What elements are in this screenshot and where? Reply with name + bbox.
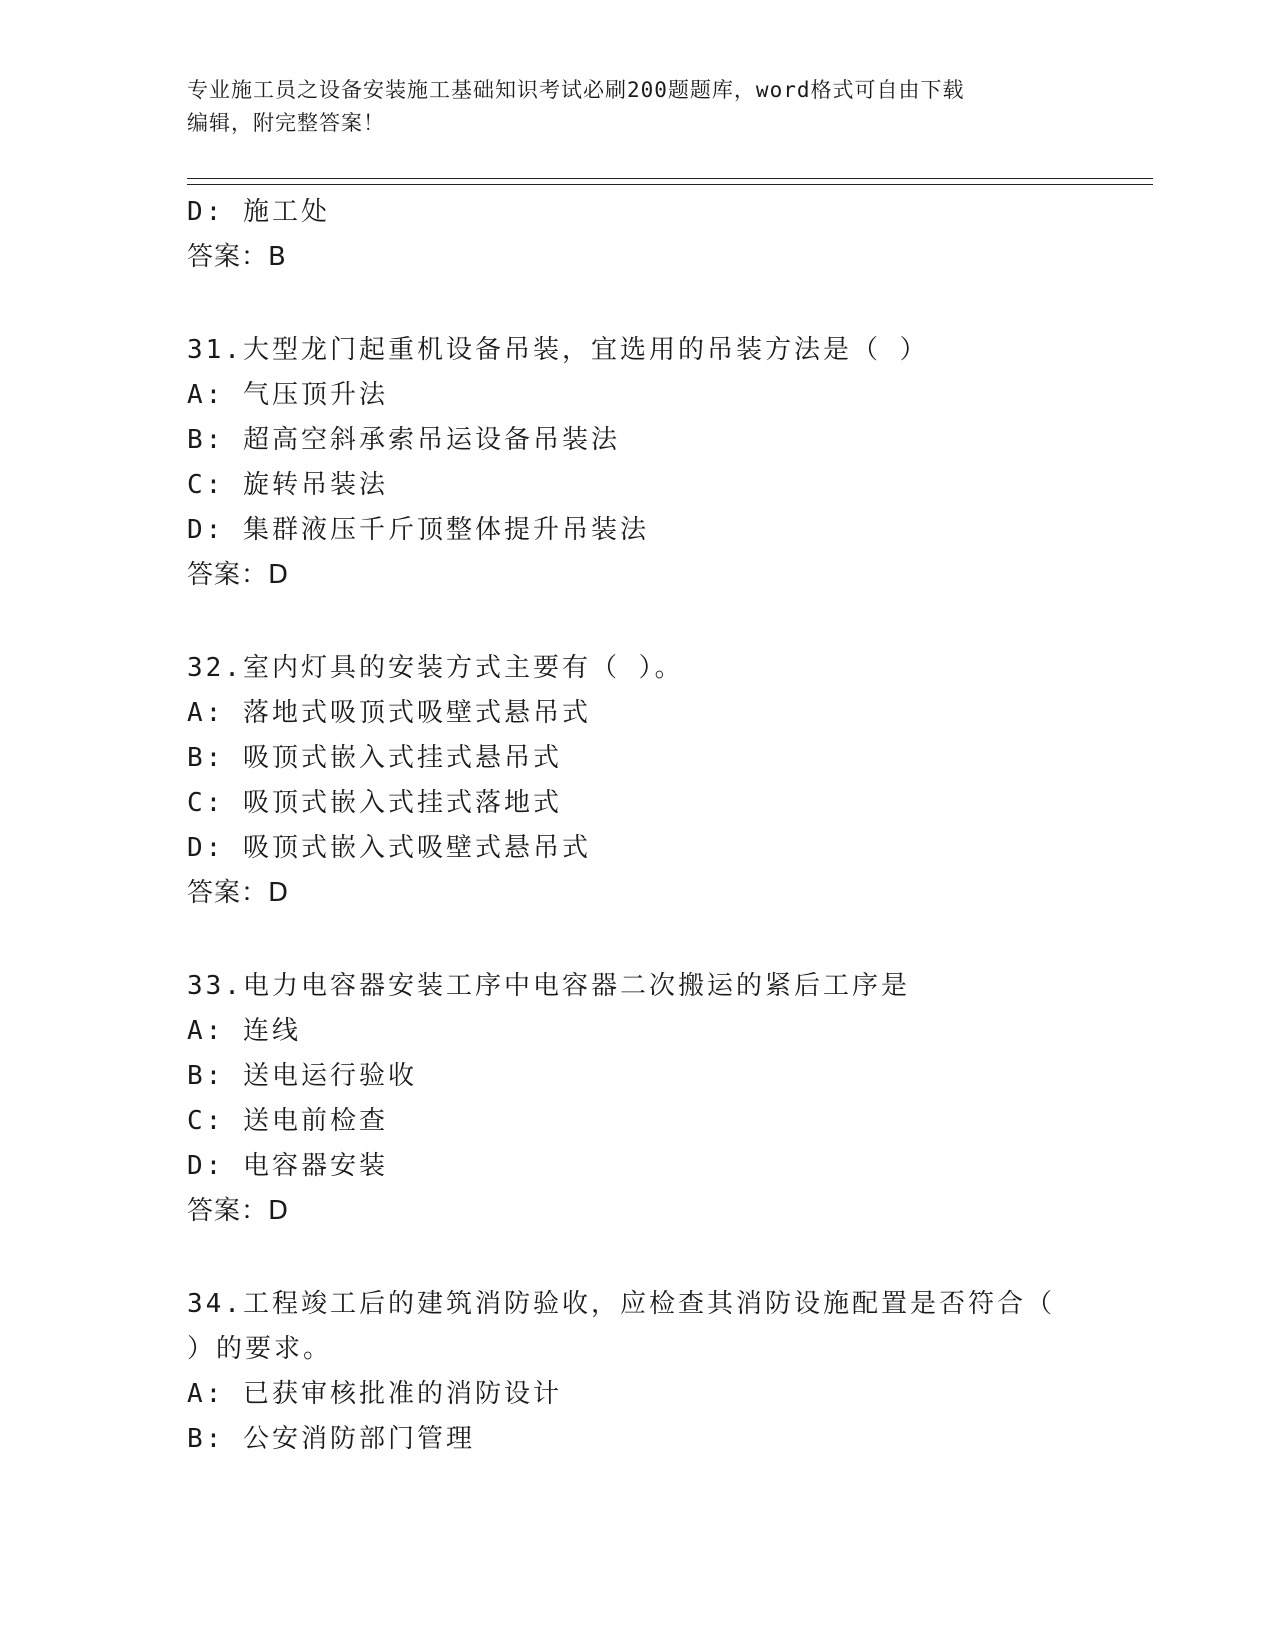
question-content <box>187 190 1077 1462</box>
document-header <box>187 74 1067 140</box>
question-31-option-b: B: 超高空斜承索吊运设备吊装法 <box>187 425 620 455</box>
prev-answer: 答案：B <box>187 242 287 272</box>
question-31-option-c: C: 旋转吊装法 <box>187 470 388 500</box>
question-33-option-c: C: 送电前检查 <box>187 1106 388 1136</box>
question-34-option-a: A: 已获审核批准的消防设计 <box>187 1379 562 1409</box>
question-33-answer: 答案：D <box>187 1196 290 1226</box>
spacer <box>187 1234 1077 1282</box>
question-32-option-d: D: 吸顶式嵌入式吸壁式悬吊式 <box>187 833 591 863</box>
question-32-title: 32.室内灯具的安装方式主要有（ ）。 <box>187 653 684 683</box>
prev-option-d: D: 施工处 <box>187 197 330 227</box>
question-31-option-d: D: 集群液压千斤顶整体提升吊装法 <box>187 515 649 545</box>
question-31-title: 31.大型龙门起重机设备吊装，宜选用的吊装方法是（ ） <box>187 335 929 365</box>
question-34-title-line-1: 34.工程竣工后的建筑消防验收，应检查其消防设施配置是否符合（ <box>187 1289 1055 1319</box>
question-31-option-a: A: 气压顶升法 <box>187 380 388 410</box>
header-rule-bottom <box>187 184 1153 185</box>
question-34-title-line-2: ）的要求。 <box>187 1334 333 1364</box>
header-rule-top <box>187 178 1153 179</box>
question-32-option-b: B: 吸顶式嵌入式挂式悬吊式 <box>187 743 562 773</box>
question-33-title: 33.电力电容器安装工序中电容器二次搬运的紧后工序是 <box>187 971 910 1001</box>
spacer <box>187 280 1077 328</box>
question-32-answer: 答案：D <box>187 878 290 908</box>
spacer <box>187 916 1077 964</box>
question-33-option-d: D: 电容器安装 <box>187 1151 388 1181</box>
question-32-option-c: C: 吸顶式嵌入式挂式落地式 <box>187 788 562 818</box>
question-31-answer: 答案：D <box>187 560 290 590</box>
question-32-option-a: A: 落地式吸顶式吸壁式悬吊式 <box>187 698 591 728</box>
question-33-option-a: A: 连线 <box>187 1016 301 1046</box>
question-33-option-b: B: 送电运行验收 <box>187 1061 417 1091</box>
question-34-option-b: B: 公安消防部门管理 <box>187 1424 475 1454</box>
header-line-1: 专业施工员之设备安装施工基础知识考试必刷200题题库，word格式可自由下载 <box>187 78 965 102</box>
spacer <box>187 598 1077 646</box>
header-line-2: 编辑，附完整答案！ <box>187 111 385 135</box>
